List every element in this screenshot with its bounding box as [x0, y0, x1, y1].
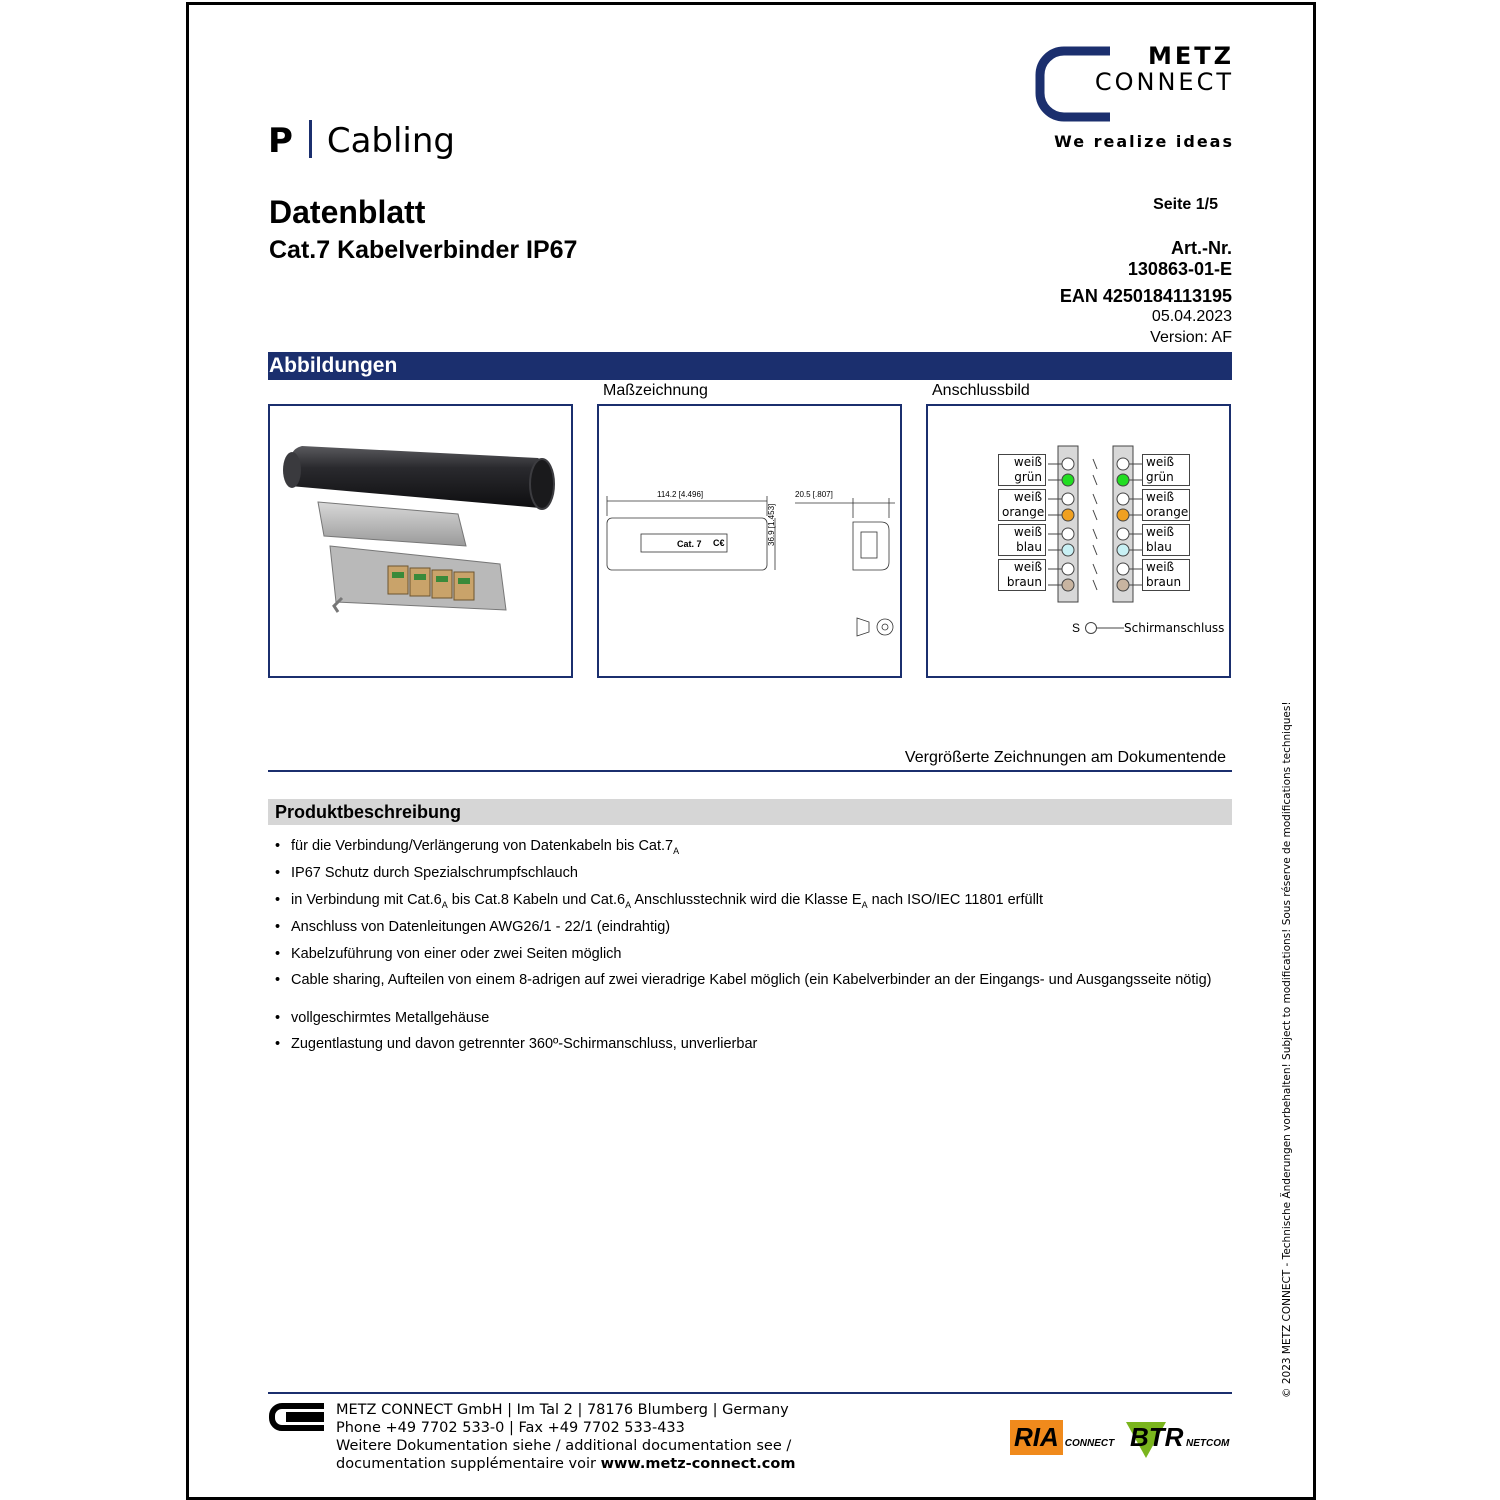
description-item-text: Kabelzuführung von einer oder zwei Seiten möglich: [291, 946, 622, 962]
drawing-caption: Maßzeichnung: [603, 382, 708, 399]
description-heading: Produktbeschreibung: [275, 802, 462, 822]
shield-symbol: S: [1072, 621, 1081, 635]
description-item-text: Cable sharing, Aufteilen von einem 8-adrigen auf zwei vieradrige Kabel möglich (ein Kabelverbinder an der Eingangs- und Ausgangsseite nötig): [291, 972, 1212, 988]
bullet-icon: •: [275, 1036, 281, 1052]
wire-label-bottom: blau: [1146, 540, 1172, 554]
document-version: Version: AF: [1150, 329, 1232, 346]
wire-label-bottom: orange: [1002, 505, 1045, 519]
footer-docs-line: Weitere Dokumentation siehe / additional documentation see /: [336, 1438, 792, 1454]
wire-label-top: weiß: [1146, 455, 1175, 469]
wire-pair-label: [1142, 524, 1190, 556]
document-type: Datenblatt: [269, 194, 426, 230]
bullet-icon: •: [275, 1010, 281, 1026]
wire-label-bottom: grün: [1146, 470, 1174, 484]
wire-label-top: weiß: [1013, 455, 1042, 469]
wire-break-mark: [1093, 510, 1097, 520]
bullet-icon: •: [275, 865, 281, 881]
bullet-icon: •: [275, 946, 281, 962]
ria-logo-suffix: CONNECT: [1064, 1438, 1115, 1449]
wire-label-top: weiß: [1146, 490, 1175, 504]
footer-docs-line-2: [336, 1455, 795, 1473]
wire-terminal: [1117, 528, 1129, 540]
wire-label-bottom: orange: [1146, 505, 1189, 519]
dimension-length: 114.2 [4.496]: [657, 490, 704, 499]
wire-break-mark: [1093, 475, 1097, 485]
description-item-text: für die Verbindung/Verlängerung von Datenkabeln bis $Cat.7_A$: [291, 838, 680, 856]
wire-break-mark: [1093, 564, 1097, 574]
wire-terminal: [1117, 563, 1129, 575]
wire-label-bottom: grün: [1014, 470, 1042, 484]
wire-label-top: weiß: [1146, 525, 1175, 539]
wire-terminal: [1062, 528, 1074, 540]
wire-terminal: [1117, 493, 1129, 505]
ean-number: EAN 4250184113195: [1059, 286, 1232, 306]
product-name: Cat.7 Kabelverbinder IP67: [269, 236, 578, 264]
wire-terminal: [1062, 544, 1074, 556]
bullet-icon: •: [275, 892, 281, 908]
bullet-icon: •: [275, 838, 281, 854]
btr-logo-mark: BTR: [1130, 1422, 1184, 1452]
wire-terminal: [1062, 509, 1074, 521]
subscript: A: [861, 899, 868, 910]
footer-phone-line: Phone +49 7702 533-0 | Fax +49 7702 533-433: [336, 1420, 685, 1436]
section-name: Cabling: [326, 121, 456, 161]
figures-heading-bar: [268, 352, 1232, 380]
dimension-height: 36.9 [1.453]: [767, 503, 776, 546]
wire-label-top: weiß: [1013, 490, 1042, 504]
wire-terminal: [1062, 493, 1074, 505]
logo-slogan: We realize ideas: [1054, 132, 1234, 151]
wire-terminal: [1117, 509, 1129, 521]
dimension-drawing: [599, 406, 900, 676]
wire-pair-label: [998, 454, 1046, 486]
btr-logo-suffix: NETCOM: [1186, 1438, 1230, 1449]
footer-company-line: METZ CONNECT GmbH | Im Tal 2 | 78176 Blumberg | Germany: [336, 1402, 789, 1418]
metz-connect-logo: [1034, 42, 1234, 156]
article-number: 130863-01-E: [1127, 259, 1232, 279]
subscript: A: [625, 899, 632, 910]
wire-label-bottom: braun: [1006, 575, 1042, 589]
wire-terminal: [1062, 474, 1074, 486]
page-number: Seite 1/5: [1153, 196, 1218, 213]
dimension-depth: 20.5 [.807]: [795, 490, 833, 499]
wire-label-bottom: braun: [1146, 575, 1182, 589]
section-header: [268, 120, 455, 164]
wire-label-bottom: blau: [1016, 540, 1042, 554]
wire-terminal: [1062, 563, 1074, 575]
wire-pair-label: [1142, 454, 1190, 486]
product-photo: [270, 406, 571, 676]
wire-terminal: [1117, 579, 1129, 591]
shield-connector-icon: [1084, 620, 1124, 636]
wiring-caption: Anschlussbild: [932, 382, 1030, 399]
description-item-text: Zugentlastung und davon getrennter 360º-Schirmanschluss, unverlierbar: [291, 1036, 758, 1052]
enlarged-drawings-note: Vergrößerte Zeichnungen am Dokumentende: [904, 749, 1226, 766]
article-label: Art.-Nr.: [1170, 238, 1232, 258]
dimension-drawing-frame: [597, 404, 902, 678]
bullet-icon: •: [275, 919, 281, 935]
logo-metz: METZ: [1147, 42, 1234, 70]
document-date: 05.04.2023: [1151, 308, 1232, 325]
subscript: A: [441, 899, 448, 910]
wire-label-top: weiß: [1013, 525, 1042, 539]
drawing-cat-label: Cat. 7: [677, 539, 702, 549]
wire-pair-label: [1142, 559, 1190, 591]
wire-break-mark: [1093, 580, 1097, 590]
ria-logo-mark: RIA: [1010, 1420, 1063, 1455]
wire-pair-label: [998, 489, 1046, 521]
figures-rule: [268, 770, 1232, 772]
section-letter: P: [268, 121, 293, 161]
wire-pair-label: [1142, 489, 1190, 521]
section-divider: [309, 120, 312, 158]
description-item-text: in Verbindung mit $Cat.6_A$ bis Cat.8 Kabeln und $Cat.6_A$ Anschlusstechnik wird die Klasse $E_A$ nach ISO/IEC 11801 erfüllt: [291, 892, 1044, 910]
wire-label-top: weiß: [1146, 560, 1175, 574]
wire-pair-label: [998, 524, 1046, 556]
footer-logo-icon: [268, 1402, 324, 1432]
wire-label-top: weiß: [1013, 560, 1042, 574]
copyright-side-note: © 2023 METZ CONNECT - Technische Änderungen vorbehalten! Subject to modifications! Sous réserve de modifications techniques!: [1281, 701, 1293, 1398]
logo-connect: CONNECT: [1094, 68, 1234, 96]
wire-break-mark: [1093, 545, 1097, 555]
footer-website-link[interactable]: www.metz-connect.com: [600, 1456, 796, 1472]
ce-mark: C€: [713, 538, 725, 548]
description-heading-bar: [268, 799, 1232, 825]
description-item-text: IP67 Schutz durch Spezialschrumpfschlauch: [291, 865, 578, 881]
wire-terminal: [1062, 458, 1074, 470]
bullet-icon: •: [275, 972, 281, 988]
footer-docs-text: documentation supplémentaire voir: [336, 1456, 601, 1472]
wire-break-mark: [1093, 529, 1097, 539]
ria-connect-logo: [1010, 1420, 1114, 1456]
description-item-text: Anschluss von Datenleitungen AWG26/1 - 22/1 (eindrahtig): [291, 919, 671, 935]
shield-label: Schirmanschluss: [1124, 621, 1225, 635]
wire-terminal: [1117, 458, 1129, 470]
wire-break-mark: [1093, 494, 1097, 504]
footer-rule: [268, 1392, 1232, 1394]
wire-terminal: [1117, 474, 1129, 486]
wire-pair-label: [998, 559, 1046, 591]
wire-terminal: [1117, 544, 1129, 556]
product-photo-frame: [268, 404, 573, 678]
subscript: A: [673, 845, 680, 856]
figures-heading: Abbildungen: [269, 354, 398, 377]
description-item-text: vollgeschirmtes Metallgehäuse: [291, 1010, 490, 1026]
wire-break-mark: [1093, 459, 1097, 469]
wiring-diagram-frame: [926, 404, 1231, 678]
wire-terminal: [1062, 579, 1074, 591]
